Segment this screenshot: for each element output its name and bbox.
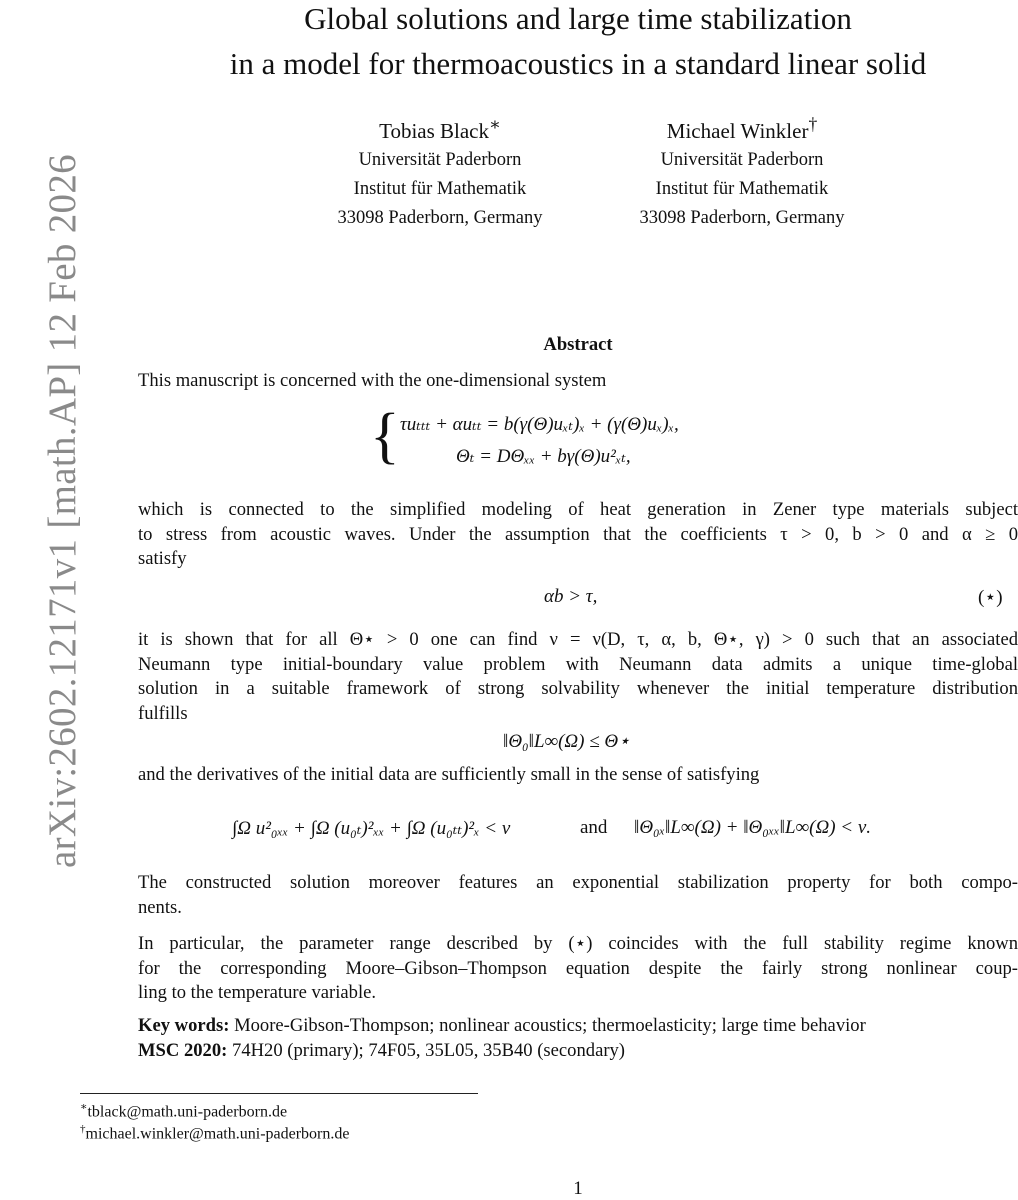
keywords: Key words: Moore-Gibson-Thompson; nonlinear acoustics; thermoelasticity; large time behavior MSC 2020: 74H20 (primary); 74F05, 35L05, 35B40 (secondary) — [138, 1015, 866, 1061]
footnote-1: ∗tblack@math.uni-paderborn.de — [80, 1101, 288, 1121]
equation-label: (⋆) — [978, 587, 1003, 608]
author-name: Michael Winkler — [666, 119, 809, 143]
integral-equation: ∫Ω u²₀ₓₓ + ∫Ω (u₀ₜ)²ₓₓ + ∫Ω (u₀ₜₜ)²ₓ < ν — [232, 818, 511, 839]
abstract-p3: it is shown that for all Θ⋆ > 0 one can find ν = ν(D, τ, α, b, Θ⋆, γ) > 0 such that an associated Neumann type initial-boundary value problem with Neumann data admits a unique time-global solution in a suitable framework of strong solvability whenever the initial temperature distribution fulfills — [138, 629, 1018, 724]
abstract-p5: The constructed solution moreover features an exponential stabilization property for both compo- nents. — [138, 872, 1018, 918]
abstract-p2: which is connected to the simplified modeling of heat generation in Zener type materials subject to stress from acoustic waves. Under the assumption that the coefficients τ > 0, b > 0 and α ≥ 0 satisfy — [138, 499, 1018, 569]
author-name: Tobias Black — [379, 119, 489, 143]
footnote-2: †michael.winkler@math.uni-paderborn.de — [80, 1123, 350, 1143]
norm-bound-equation: ‖Θ₀ₓ‖L∞(Ω) + ‖Θ₀ₓₓ‖L∞(Ω) < ν. — [634, 817, 872, 838]
left-brace: { — [370, 402, 400, 470]
norm-equation: ‖Θ₀‖L∞(Ω) ≤ Θ⋆ — [503, 731, 631, 752]
page-number: 1 — [573, 1178, 583, 1199]
and-word: and — [580, 817, 608, 838]
footnote-rule — [80, 1093, 478, 1094]
abstract-p4: and the derivatives of the initial data are sufficiently small in the sense of satisfying — [138, 764, 760, 785]
author-block-1: Tobias Black∗ Universität Paderborn Institut für Mathematik 33098 Paderborn, Germany — [337, 114, 543, 228]
arxiv-stamp: arXiv:2602.12171v1 [math.AP] 12 Feb 2026 — [41, 154, 84, 868]
paper-title: Global solutions and large time stabilization in a model for thermoacoustics in a standard linear solid — [229, 1, 927, 81]
star-equation: αb > τ, — [544, 586, 598, 607]
abstract-p1: This manuscript is concerned with the one-dimensional system — [138, 370, 607, 391]
abstract-heading: Abstract — [543, 334, 613, 355]
author-block-2: Michael Winkler† Universität Paderborn Institut für Mathematik 33098 Paderborn, Germany — [639, 114, 845, 228]
abstract-p6: In particular, the parameter range described by (⋆) coincides with the full stability regime known for the corresponding Moore–Gibson–Thompson equation despite the fairly strong nonlinear coup- ling to the temperature variable. — [138, 933, 1018, 1003]
